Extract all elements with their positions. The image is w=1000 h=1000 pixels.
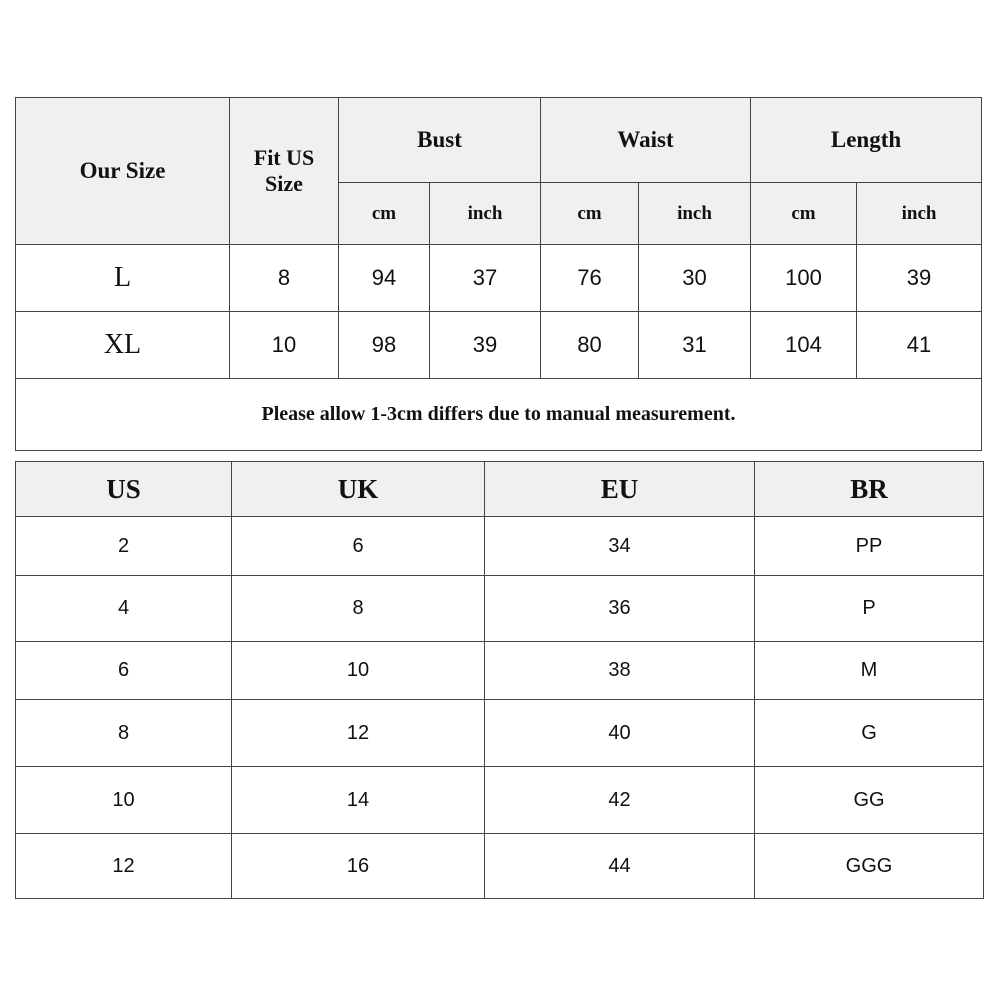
bust-cm-cell: 94 — [339, 245, 430, 312]
header-fit-us-line1: Fit US — [253, 145, 315, 170]
eu-cell: 38 — [485, 642, 755, 700]
bust-cm-cell: 98 — [339, 312, 430, 379]
us-cell: 6 — [16, 642, 232, 700]
header-length: Length — [751, 98, 982, 183]
uk-cell: 12 — [232, 700, 485, 767]
header-our-size: Our Size — [16, 98, 230, 245]
header-fit-us-size — [230, 98, 339, 245]
header-length-inch: inch — [857, 183, 982, 245]
length-inch-cell: 39 — [857, 245, 982, 312]
length-inch-cell: 41 — [857, 312, 982, 379]
eu-cell: 40 — [485, 700, 755, 767]
us-cell: 2 — [16, 517, 232, 576]
header-bust-inch: inch — [430, 183, 541, 245]
br-cell: PP — [755, 517, 984, 576]
header-waist: Waist — [541, 98, 751, 183]
bust-inch-cell: 39 — [430, 312, 541, 379]
size-label-cell: L — [16, 245, 230, 312]
size-header-row — [16, 98, 982, 183]
waist-inch-cell: 31 — [639, 312, 751, 379]
uk-cell: 8 — [232, 576, 485, 642]
header-eu: EU — [485, 462, 755, 517]
size-row — [16, 245, 982, 312]
uk-cell: 14 — [232, 767, 485, 834]
conversion-row — [16, 576, 984, 642]
header-us: US — [16, 462, 232, 517]
fit-us-cell: 10 — [230, 312, 339, 379]
waist-cm-cell: 80 — [541, 312, 639, 379]
br-cell: M — [755, 642, 984, 700]
eu-cell: 34 — [485, 517, 755, 576]
header-length-cm: cm — [751, 183, 857, 245]
conversion-row — [16, 517, 984, 576]
us-cell: 12 — [16, 834, 232, 899]
fit-us-cell: 8 — [230, 245, 339, 312]
length-cm-cell: 104 — [751, 312, 857, 379]
header-bust: Bust — [339, 98, 541, 183]
bust-inch-cell: 37 — [430, 245, 541, 312]
us-cell: 4 — [16, 576, 232, 642]
br-cell: P — [755, 576, 984, 642]
eu-cell: 44 — [485, 834, 755, 899]
uk-cell: 16 — [232, 834, 485, 899]
measurement-note: Please allow 1-3cm differs due to manual measurement. — [16, 379, 982, 451]
conversion-row — [16, 642, 984, 700]
conversion-header-row — [16, 462, 984, 517]
conversion-row — [16, 834, 984, 899]
eu-cell: 36 — [485, 576, 755, 642]
header-fit-us-line2: Size — [265, 171, 303, 196]
br-cell: G — [755, 700, 984, 767]
header-br: BR — [755, 462, 984, 517]
size-row — [16, 312, 982, 379]
header-bust-cm: cm — [339, 183, 430, 245]
uk-cell: 6 — [232, 517, 485, 576]
header-uk: UK — [232, 462, 485, 517]
size-conversion-table — [15, 461, 984, 899]
uk-cell: 10 — [232, 642, 485, 700]
br-cell: GG — [755, 767, 984, 834]
size-chart-table — [15, 97, 982, 451]
size-label-cell: XL — [16, 312, 230, 379]
conversion-row — [16, 767, 984, 834]
conversion-row — [16, 700, 984, 767]
eu-cell: 42 — [485, 767, 755, 834]
br-cell: GGG — [755, 834, 984, 899]
note-row — [16, 379, 982, 451]
header-waist-cm: cm — [541, 183, 639, 245]
length-cm-cell: 100 — [751, 245, 857, 312]
us-cell: 8 — [16, 700, 232, 767]
header-waist-inch: inch — [639, 183, 751, 245]
us-cell: 10 — [16, 767, 232, 834]
waist-inch-cell: 30 — [639, 245, 751, 312]
waist-cm-cell: 76 — [541, 245, 639, 312]
